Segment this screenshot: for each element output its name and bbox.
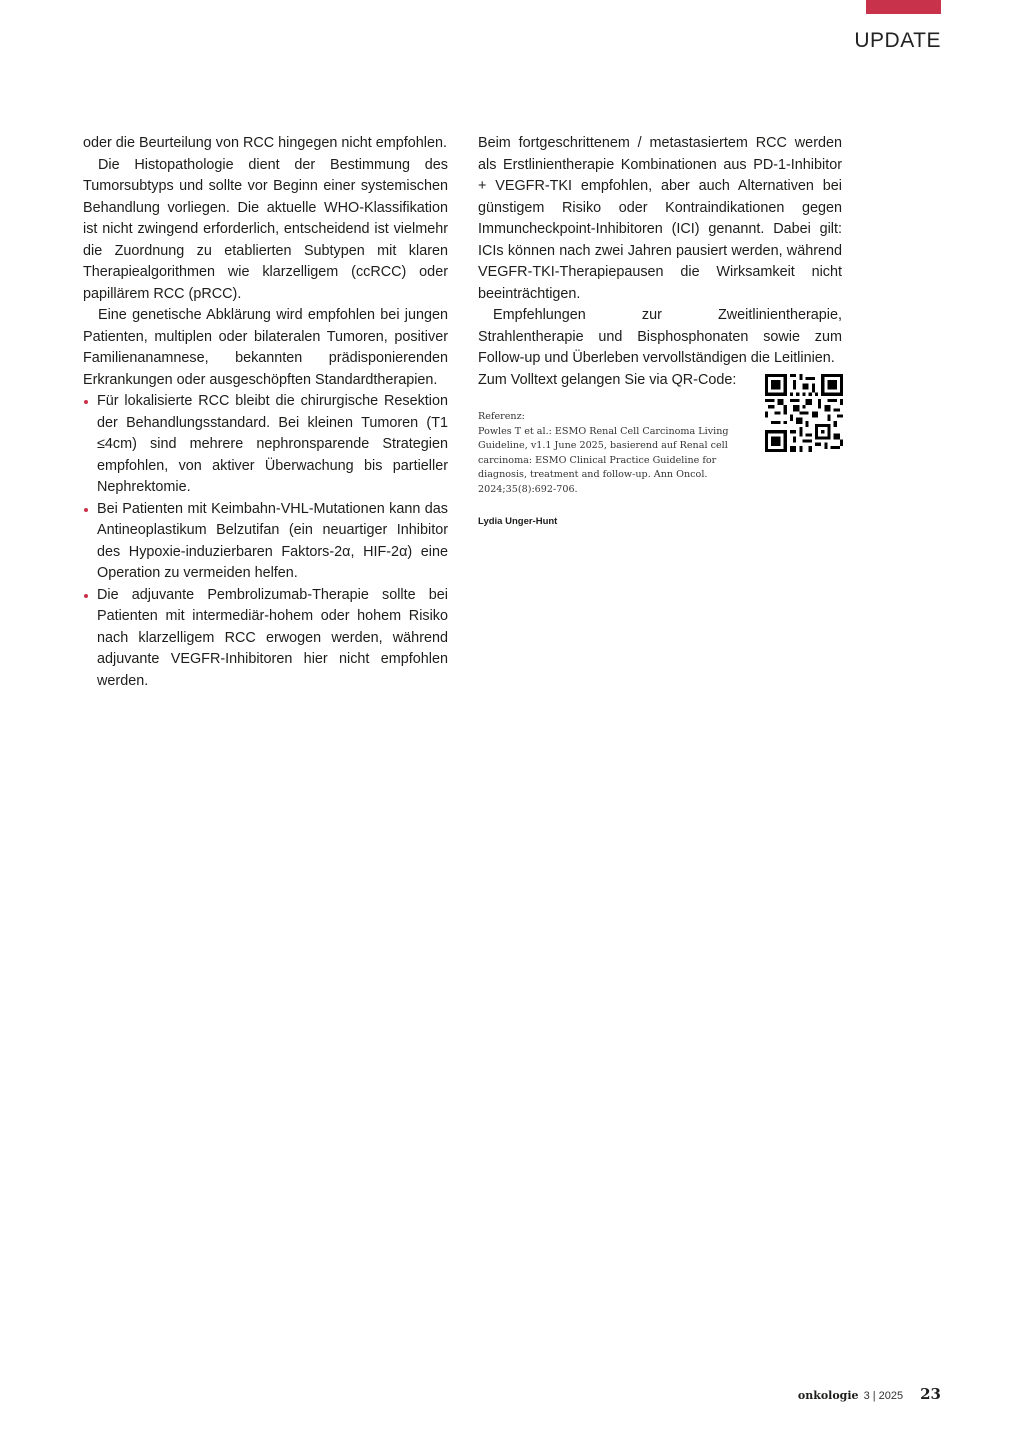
- journal-name: onkologie: [797, 1389, 859, 1402]
- bullet-item: Für lokalisierte RCC bleibt die chirurgische Resektion der Behandlungsstandard. Bei kleinen Tumoren (T1 ≤4cm) sind mehrere nephronsparende Strategien empfohlen, von aktiver Überwachung bis partieller Nephrektomie.: [83, 391, 448, 499]
- reference-heading: Referenz:: [478, 411, 525, 422]
- left-column: [83, 133, 448, 692]
- paragraph: Beim fortgeschrittenem / metastasiertem RCC werden als Erstlinientherapie Kombinationen aus PD-1-Inhibitor + VEGFR-TKI empfohlen, aber auch Alternativen bei günstigem Risiko oder Kontraindikationen gegen Immuncheckpoint-Inhibitoren (ICI) genannt. Dabei gilt: ICIs können nach zwei Jahren pausiert werden, während VEGFR-TKI-Therapiepausen die Wirksamkeit nicht beeinträchtigen.: [478, 135, 842, 302]
- paragraph: [478, 305, 842, 370]
- author-name: Lydia Unger-Hunt: [478, 516, 558, 527]
- right-column: [478, 133, 842, 386]
- bullet-item: Bei Patienten mit Keimbahn-VHL-Mutationen kann das Antineoplastikum Belzutifan (ein neuartiger Inhibitor des Hypoxie-induzierbaren Faktors-2α, HIF-2α) eine Operation zu vermeiden helfen.: [83, 499, 448, 585]
- section-label: UPDATE: [854, 29, 941, 52]
- paragraph: oder die Beurteilung von RCC hingegen nicht empfohlen.: [83, 135, 447, 151]
- paragraph: Eine genetische Abklärung wird empfohlen bei jungen Patienten, multiplen oder bilateralen Tumoren, positiver Familienanamnese, bekannten prädisponierenden Erkrankungen oder ausgeschöpften Standardtherapien.: [83, 307, 448, 388]
- page-footer: [798, 1385, 941, 1403]
- reference-text: Powles T et al.: ESMO Renal Cell Carcinoma Living Guideline, v1.1 June 2025, basierend auf Renal cell carcinoma: ESMO Clinical Practice Guideline for diagnosis, treatment and follow-up. Ann Oncol. 2024;35(8):692-706.: [478, 425, 729, 495]
- header-accent-bar: [866, 0, 941, 14]
- qr-label: Zum Volltext gelangen Sie via QR-Code:: [478, 372, 737, 388]
- page-number: 23: [920, 1385, 941, 1403]
- qr-code-icon[interactable]: [765, 374, 843, 452]
- paragraph-text: Empfehlungen zur Zweitlinientherapie, Strahlentherapie und Bisphosphonaten sowie zum Follow-up und Überleben vervollständigen die Leitlinien.: [478, 307, 842, 366]
- issue-number: 3 | 2025: [863, 1390, 904, 1402]
- reference-block: [478, 410, 738, 498]
- paragraph: Die Histopathologie dient der Bestimmung des Tumorsubtyps und sollte vor Beginn einer systemischen Behandlung vorliegen. Die aktuelle WHO-Klassifikation ist nicht zwingend erforderlich, entscheidend ist vielmehr die Zuordnung zu etablierten Subtypen mit klaren Therapiealgorithmen wie klarzelligem (ccRCC) oder papillärem RCC (pRCC).: [83, 156, 448, 302]
- bullet-list: [83, 391, 448, 692]
- bullet-item: Die adjuvante Pembrolizumab-Therapie sollte bei Patienten mit intermediär-hohem oder hohem Risiko nach klarzelligem RCC erwogen werden, während adjuvante VEGFR-Inhibitoren hier nicht empfohlen werden.: [83, 585, 448, 693]
